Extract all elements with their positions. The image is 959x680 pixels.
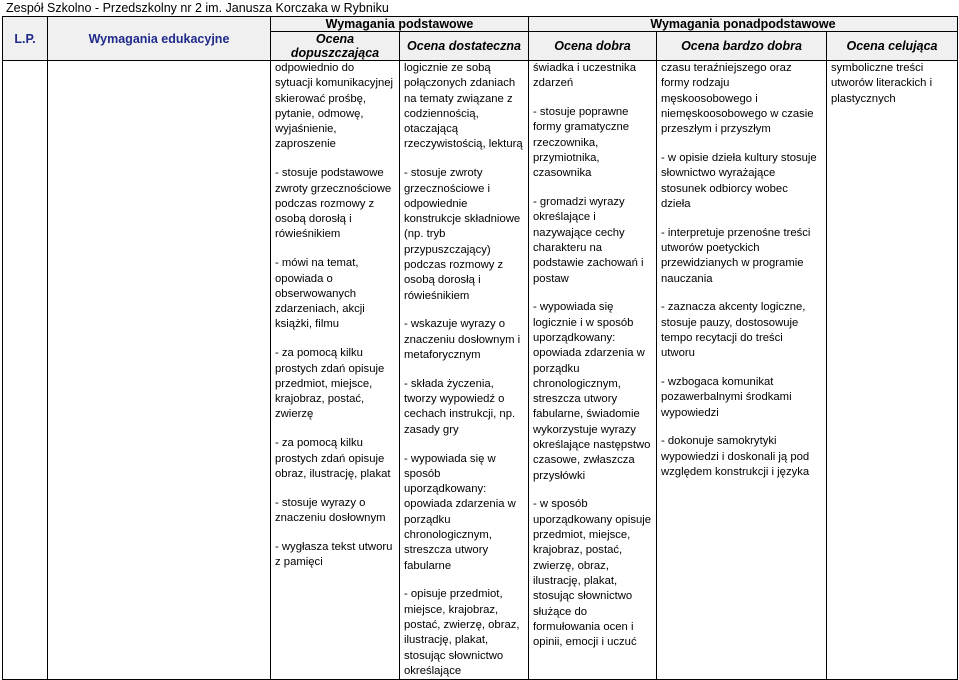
grade-header-dostateczna: Ocena dostateczna [400,32,529,61]
item-spacer [275,526,395,540]
requirements-row [3,61,958,680]
requirement-item: - wypowiada się w sposób uporządkowany: opowiada zdarzenia w porządku chronologicznym, streszcza utwory fabularne [404,452,516,572]
requirement-item: symboliczne treści utworów literackich i plastycznych [831,62,933,105]
requirement-item: - w opisie dzieła kultury stosuje słownictwo wyrażające stosunek odbiorcy wobec dzieła [661,151,817,210]
requirement-item: - mówi na temat, opowiada o obserwowanych zdarzeniach, akcji książki, filmu [275,257,365,331]
grade-header-dopuszczajaca: Ocena dopuszczająca [271,32,400,61]
requirement-item: - za pomocą kilku prostych zdań opisuje przedmiot, miejsce, krajobraz, postać, zwierzę [275,347,385,421]
item-spacer [404,438,524,452]
requirement-item: - za pomocą kilku prostych zdań opisuje obraz, ilustrację, plakat [275,437,391,480]
requirement-item: - zaznacza akcenty logiczne, stosuje pauzy, dostosowuje tempo recytacji do treści utworu [661,301,806,360]
requirement-item: logicznie ze sobą połączonych zdaniach na tematy związane z codziennością, otaczającą rzeczywistością, lekturą [404,62,523,151]
advanced-requirements-header: Wymagania ponadpodstawowe [529,17,958,32]
requirement-item: odpowiednio do sytuacji komunikacyjnej skierować prośbę, pytanie, odmowę, wyjaśnienie, zaproszenie [275,62,394,151]
item-spacer [275,243,395,257]
grade-header-bardzo-dobra: Ocena bardzo dobra [657,32,827,61]
item-spacer [404,153,524,167]
item-spacer [661,212,822,226]
requirement-item: - opisuje przedmiot, miejsce, krajobraz, postać, zwierzę, obraz, ilustrację, plakat, stosując słownictwo określające [404,588,520,677]
item-spacer [661,137,822,151]
item-spacer [404,363,524,377]
grade-cell-dobra [529,61,657,680]
requirement-item: świadka i uczestnika zdarzeń [533,62,636,90]
header-row-main [3,17,958,32]
requirement-item: - składa życzenia, tworzy wypowiedź o cechach instrukcji, np. zasady gry [404,377,516,436]
requirement-item: - wskazuje wyrazy o znaczeniu dosłownym i metaforycznym [404,318,521,362]
requirements-table [2,16,958,680]
requirements-cell [48,61,271,680]
item-spacer [404,304,524,318]
item-spacer [533,484,652,498]
item-spacer [533,182,652,196]
requirement-item: - stosuje podstawowe zwroty grzecznościowe podczas rozmowy z osobą dorosłą i rówieśnikiem [275,167,392,241]
item-spacer [404,574,524,588]
basic-requirements-header: Wymagania podstawowe [271,17,529,32]
requirements-header: Wymagania edukacyjne [48,17,271,61]
item-spacer [275,482,395,496]
grade-cell-dopuszczajaca [271,61,400,680]
item-spacer [275,423,395,437]
item-spacer [661,362,822,376]
requirement-item: - wygłasza tekst utworu z pamięci [275,540,393,569]
requirement-item: - stosuje poprawne formy gramatyczne rzeczownika, przymiotnika, czasownika [533,106,630,180]
requirement-item: - w sposób uporządkowany opisuje przedmiot, miejsce, krajobraz, postać, zwierzę, obraz, ilustrację, plakat, stosując słownictwo służące do formułowania ocen i opinii, emocji i uczuć [533,498,652,649]
item-spacer [533,287,652,301]
requirement-item: - wzbogaca komunikat pozawerbalnymi środkami wypowiedzi [661,376,792,419]
lp-cell [3,61,48,680]
requirement-item: czasu teraźniejszego oraz formy rodzaju męskoosobowego i niemęskoosobowego w czasie przeszłym i przyszłym [661,62,814,136]
item-spacer [661,287,822,301]
requirement-item: - stosuje wyrazy o znaczeniu dosłownym [275,496,386,524]
grade-cell-dostateczna [400,61,529,680]
grade-header-celujaca: Ocena celująca [827,32,958,61]
requirement-item: - dokonuje samokrytyki wypowiedzi i doskonali ją pod względem konstrukcji i języka [661,435,810,479]
lp-header: L.P. [3,17,48,61]
item-spacer [533,92,652,106]
grade-cell-celujaca [827,61,958,680]
requirement-item: - wypowiada się logicznie i w sposób uporządkowany: opowiada zdarzenia w porządku chronologicznym, streszcza utwory fabularne, świadomie wykorzystuje wyrazy określające następstwo czasowe, zwłaszcza przysłówki [533,301,651,482]
item-spacer [661,421,822,435]
grade-cell-bardzo-dobra [657,61,827,680]
item-spacer [275,153,395,167]
requirement-item: - stosuje zwroty grzecznościowe i odpowiednie konstrukcje składniowe (np. tryb przypuszczający) podczas rozmowy z osobą dorosłą i rówieśnikiem [404,167,521,302]
school-header: Zespół Szkolno - Przedszkolny nr 2 im. Janusza Korczaka w Rybniku [6,1,389,15]
requirement-item: - gromadzi wyrazy określające i nazywające cechy charakteru na podstawie zachowań i postaw [533,196,644,285]
requirement-item: - interpretuje przenośne treści utworów poetyckich przewidzianych w programie nauczania [661,226,811,285]
grade-header-dobra: Ocena dobra [529,32,657,61]
item-spacer [275,333,395,347]
